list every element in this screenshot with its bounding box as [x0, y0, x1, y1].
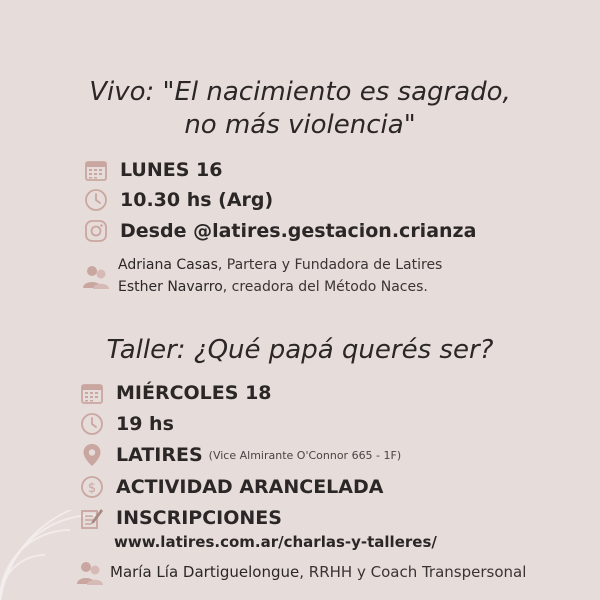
event1-speakers	[82, 254, 442, 298]
event2-title: Taller: ¿Qué papá querés ser?	[106, 335, 494, 365]
event2-address: (Vice Almirante O'Connor 665 - 1F)	[208, 448, 402, 462]
event2-date: MIÉRCOLES 18	[116, 382, 272, 404]
speaker-3-role: , RRHH y Coach Transpersonal	[299, 563, 527, 581]
event2-date-row	[80, 381, 272, 405]
event2-registration-row	[80, 506, 282, 530]
speaker-2-role: , creadora del Método Naces.	[222, 279, 428, 295]
instagram-icon	[84, 219, 108, 243]
location-icon	[80, 443, 104, 467]
event1-title-line2: no más violencia"	[184, 110, 416, 140]
svg-text:$: $	[87, 481, 97, 496]
clock-icon	[80, 412, 104, 436]
event2-url[interactable]: www.latires.com.ar/charlas-y-talleres/	[114, 533, 437, 551]
event1-time: 10.30 hs (Arg)	[120, 189, 274, 211]
calendar-icon	[84, 158, 108, 182]
event1-title-line1: Vivo: "El nacimiento es sagrado,	[89, 77, 511, 107]
event1-date: LUNES 16	[120, 159, 223, 181]
edit-icon	[80, 506, 104, 530]
event2-time: 19 hs	[116, 413, 174, 435]
dollar-icon	[80, 475, 104, 499]
people-icon	[76, 558, 104, 586]
event1-time-row	[84, 188, 273, 212]
event1-platform: Desde @latires.gestacion.crianza	[120, 220, 477, 242]
event1-date-row	[84, 158, 222, 182]
speaker-2	[118, 276, 442, 298]
speaker-2-name: Esther Navarro	[118, 279, 223, 295]
speaker-1	[118, 254, 442, 276]
speaker-1-role: , Partera y Fundadora de Latires	[217, 257, 443, 273]
calendar-icon	[80, 381, 104, 405]
event2-location-row	[80, 443, 401, 467]
speaker-3-name: María Lía Dartiguelongue	[110, 563, 300, 581]
event2-location: LATIRES	[116, 444, 203, 466]
event2-registration: INSCRIPCIONES	[116, 507, 282, 529]
event2-price: ACTIVIDAD ARANCELADA	[116, 476, 384, 498]
event2-time-row	[80, 412, 174, 436]
event1-platform-row	[84, 219, 476, 243]
clock-icon	[84, 188, 108, 212]
speaker-1-name: Adriana Casas	[118, 257, 218, 273]
event2-price-row	[80, 475, 383, 499]
event2-speaker	[76, 558, 526, 586]
people-icon	[82, 262, 110, 290]
